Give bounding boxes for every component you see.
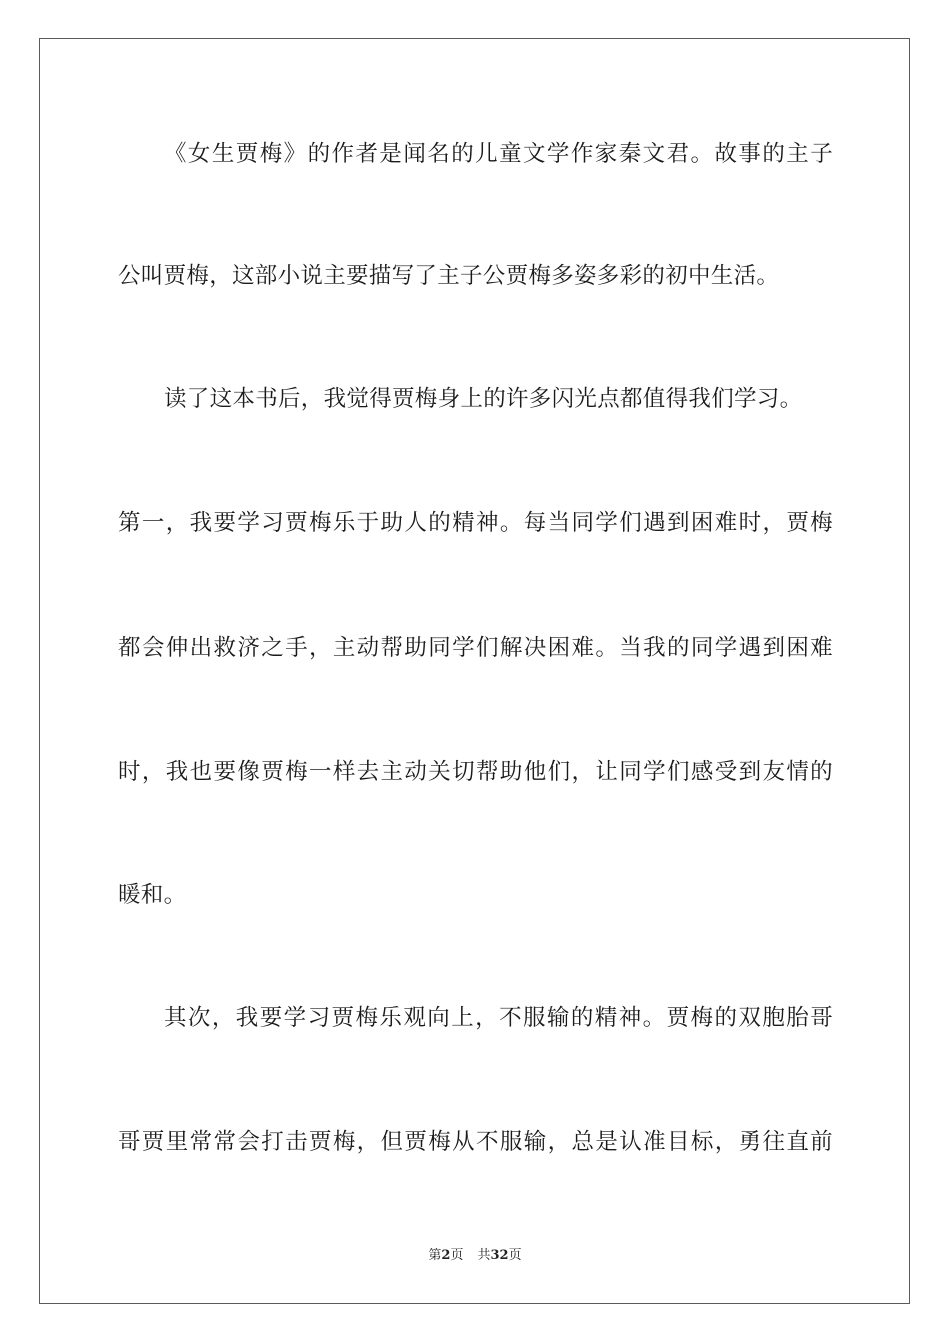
page-footer [0, 1246, 950, 1266]
paragraph-1-line-2: 公叫贾梅，这部小说主要描写了主子公贾梅多姿多彩的初中生活。 [118, 263, 780, 289]
page-number: 2 [441, 1248, 451, 1263]
paragraph-3-line-1: 其次，我要学习贾梅乐观向上，不服输的精神。贾梅的双胞胎哥 [164, 1005, 833, 1031]
total-pages: 32 [490, 1248, 509, 1263]
paragraph-2-line-2: 第一，我要学习贾梅乐于助人的精神。每当同学们遇到困难时，贾梅 [118, 510, 833, 536]
paragraph-2-line-3: 都会伸出救济之手，主动帮助同学们解决困难。当我的同学遇到困难 [118, 635, 833, 661]
paragraph-2-line-4: 时，我也要像贾梅一样去主动关切帮助他们，让同学们感受到友情的 [118, 759, 833, 785]
page-prefix: 第 [428, 1248, 442, 1263]
paragraph-2-line-5: 暖和。 [118, 882, 187, 908]
paragraph-2-line-1: 读了这本书后，我觉得贾梅身上的许多闪光点都值得我们学习。 [164, 386, 803, 412]
page-suffix: 页 [450, 1248, 464, 1263]
paragraph-1-line-1: 《女生贾梅》的作者是闻名的儿童文学作家秦文君。故事的主子 [164, 141, 833, 167]
total-prefix: 共 [477, 1248, 491, 1263]
page-border [39, 38, 910, 1304]
total-suffix: 页 [508, 1248, 522, 1263]
paragraph-3-line-2: 哥贾里常常会打击贾梅，但贾梅从不服输，总是认准目标，勇往直前 [118, 1129, 833, 1155]
